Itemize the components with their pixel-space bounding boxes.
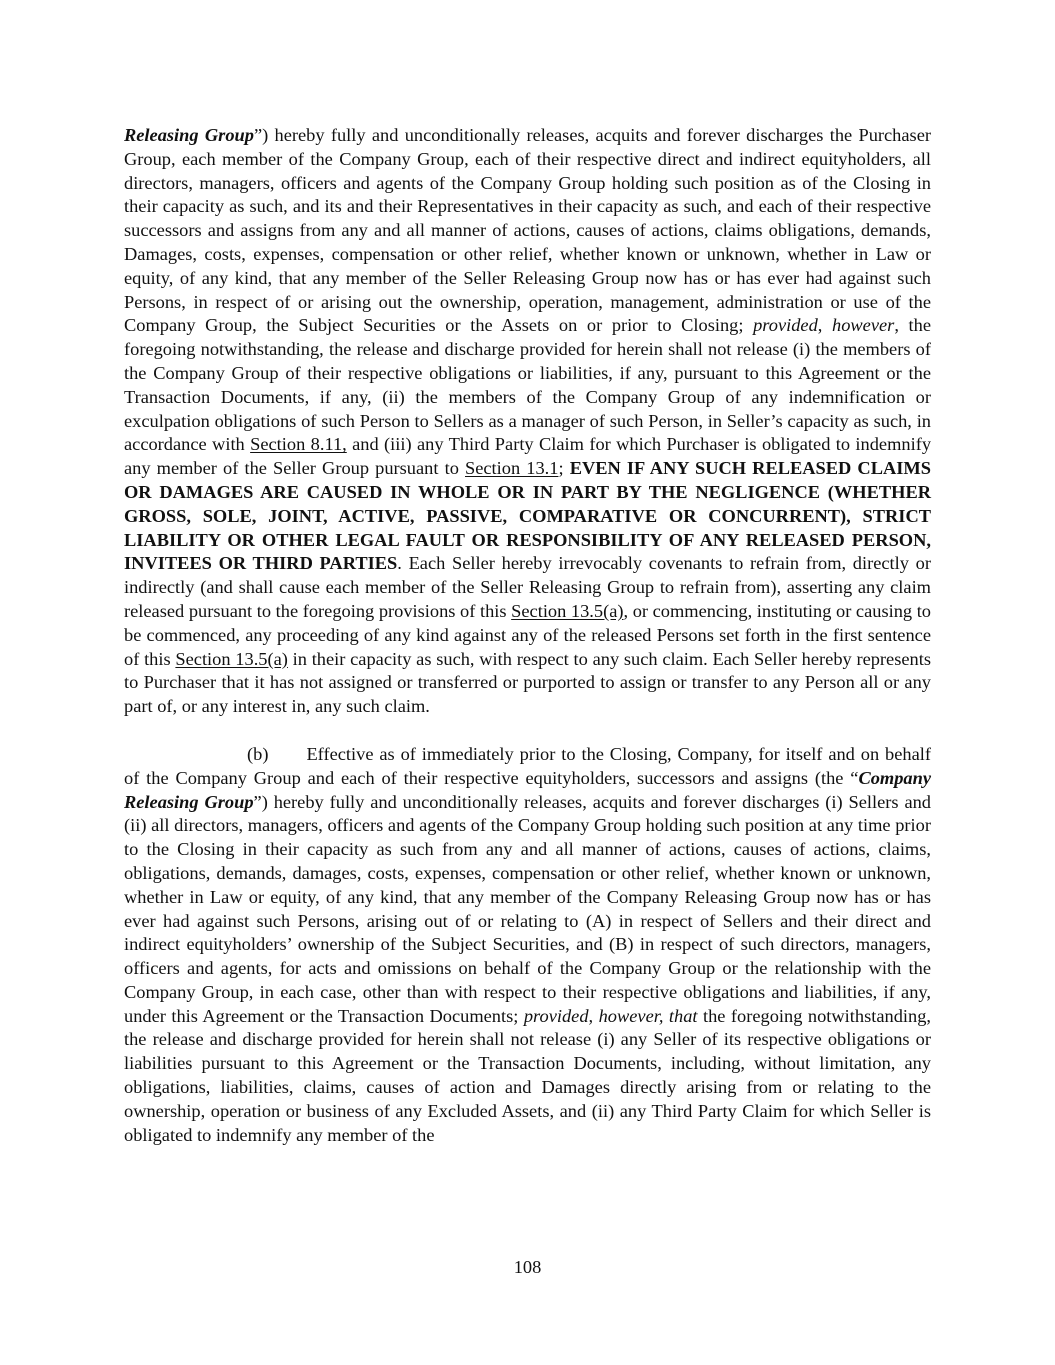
paragraph-b-text-2: ”) hereby fully and unconditionally releases, acquits and forever discharges (i) Sellers and (ii) all directors, managers, officers and agents of the Company Group holding such position at any time prior to the Closing in their capacity as such from any and all manner of actions, causes of actions, claims, obligations, demands, damages, costs, expenses, compensation or other relief, whether known or unknown, whether in Law or equity, of any kind, that any member of the Company Releasing Group now has or has ever had against such Persons, arising out of or relating to (A) in respect of Sellers and their direct and indirect equityholders’ ownership of the Subject Securities, and (B) in respect of such directors, managers, officers and agents, for acts and omissions on behalf of the Company Group or the relationship with the Company Group, in each case, other than with respect to their respective obligations and liabilities, if any, under this Agreement or the Transaction Documents; <box>124 791 931 1026</box>
defined-term-company-releasing-group: Company Releasing Group <box>124 767 931 812</box>
paragraph-b-text-1: Effective as of immediately prior to the Closing, Company, for itself and on behalf of the Company Group and each of their respective equityholders, successors and assigns (the “ <box>124 743 931 788</box>
paragraph-a <box>124 124 931 719</box>
section-reference-8-11[interactable]: Section 8.11, <box>250 434 347 455</box>
proviso-italic: provided, however, that <box>523 1005 698 1026</box>
however-italic: however <box>832 315 895 336</box>
section-reference-13-5a[interactable]: Section 13.5(a) <box>511 600 624 621</box>
section-reference-13-1[interactable]: Section 13.1 <box>465 458 559 479</box>
paragraph-a-text-2: , the foregoing notwithstanding, the release and discharge provided for herein shall not release (i) the members of the Company Group of their respective obligations or liabilities, if any, pursuant to this Agreement or the Transaction Documents, if any, (ii) the members of the Company Group of any indemnification or exculpation obligations of such Person to Sellers as a manager of such Person, in Seller’s capacity as such, in accordance with <box>124 315 931 455</box>
paragraph-b-text-3: the foregoing notwithstanding, the release and discharge provided for herein shall not release (i) any Seller of its respective obligations or liabilities pursuant to this Agreement or the Transaction Documents, including, without limitation, any obligations, liabilities, claims, causes of action and Damages directly arising from or relating to the ownership, operation or business of any Excluded Assets, and (ii) any Third Party Claim for which Seller is obligated to indemnify any member of the <box>124 1005 931 1145</box>
paragraph-a-text-5: . Each Seller hereby irrevocably covenants to refrain from, directly or indirectly (and shall cause each member of the Seller Releasing Group to refrain from), asserting any claim released pursuant to the foregoing provisions of this <box>124 553 931 621</box>
section-reference-13-5a-second[interactable]: Section 13.5(a) <box>175 648 288 669</box>
page-number: 108 <box>513 1257 542 1277</box>
provided-italic: provided <box>753 315 818 336</box>
paragraph-a-text-1: ”) hereby fully and unconditionally releases, acquits and forever discharges the Purchaser Group, each member of the Company Group, each of their respective direct and indirect equityholders, all directors, managers, officers and agents of the Company Group holding such position as of the Closing in their capacity as such, and its and their Representatives in their capacity as such, and each of their respective successors and assigns from any and all manner of actions, causes of actions, claims obligations, demands, Damages, costs, expenses, compensation or other relief, whether known or unknown, whether in Law or equity, of any kind, that any member of the Seller Releasing Group now has or has ever had against such Persons, in respect of or arising out the ownership, operation, management, administration or use of the Company Group, the Subject Securities or the Assets on or prior to Closing; <box>124 125 931 336</box>
defined-term-releasing-group: Releasing Group <box>124 125 254 145</box>
paragraph-a-text-6: , or commencing, instituting or causing to be commenced, any proceeding of any kind against any of the released Persons set forth in the first sentence of this <box>124 600 932 669</box>
paragraph-a-text-7: in their capacity as such, with respect to any such claim. Each Seller hereby represents to Purchaser that it has not assigned or transferred or purported to assign or transfer to any Person all or any part of, or any interest in, any such claim. <box>124 648 931 717</box>
document-page <box>124 124 931 1147</box>
paragraph-a-text-3: and (iii) any Third Party Claim for which Purchaser is obligated to indemnify any member of the Seller Group pursuant to <box>124 434 932 479</box>
paragraph-a-text-4: ; <box>558 458 570 479</box>
bold-negligence-clause: EVEN IF ANY SUCH RELEASED CLAIMS OR DAMAGES ARE CAUSED IN WHOLE OR IN PART BY THE NEGLIGENCE (WHETHER GROSS, SOLE, JOINT, ACTIVE, PASSIVE, COMPARATIVE OR CONCURRENT), STRICT LIABILITY OR OTHER LEGAL FAULT OR RESPONSIBILITY OF ANY RELEASED PERSON, INVITEES OR THIRD PARTIES <box>124 458 931 574</box>
comma: , <box>817 315 832 336</box>
paragraph-b-label: (b) <box>247 743 269 764</box>
paragraph-b <box>124 743 931 1148</box>
